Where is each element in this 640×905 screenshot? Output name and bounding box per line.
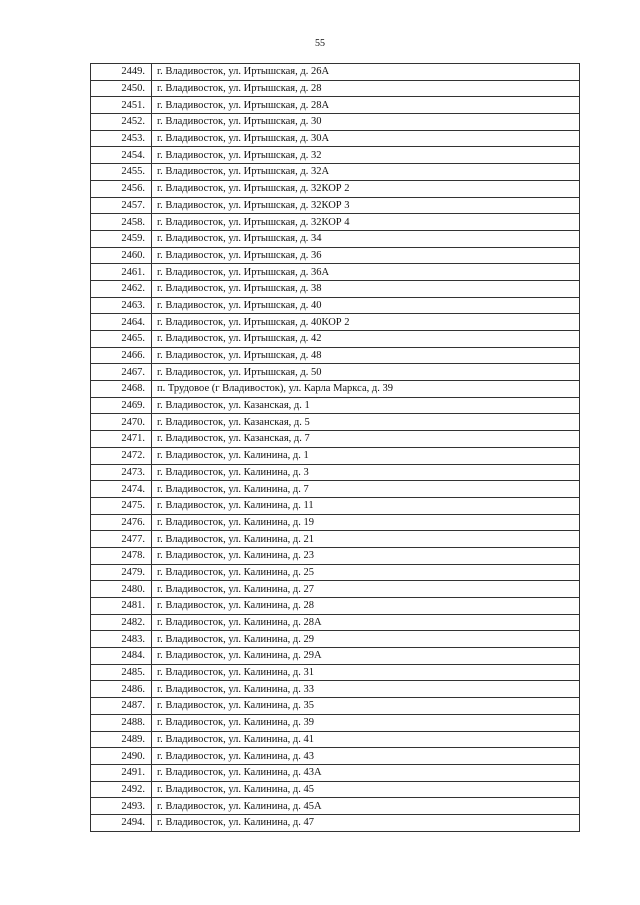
- address-table: [90, 63, 580, 832]
- row-number: 2476.: [91, 514, 152, 531]
- row-address: г. Владивосток, ул. Калинина, д. 3: [152, 464, 580, 481]
- row-address: г. Владивосток, ул. Иртышская, д. 38: [152, 280, 580, 297]
- table-row: [91, 698, 580, 715]
- row-address: г. Владивосток, ул. Иртышская, д. 32КОР 4: [152, 214, 580, 231]
- row-number: 2491.: [91, 764, 152, 781]
- table-row: [91, 431, 580, 448]
- table-row: [91, 247, 580, 264]
- row-number: 2458.: [91, 214, 152, 231]
- table-row: [91, 414, 580, 431]
- row-number: 2474.: [91, 481, 152, 498]
- table-row: [91, 180, 580, 197]
- row-address: г. Владивосток, ул. Калинина, д. 43А: [152, 764, 580, 781]
- table-row: [91, 614, 580, 631]
- row-number: 2468.: [91, 381, 152, 398]
- table-row: [91, 447, 580, 464]
- row-address: г. Владивосток, ул. Калинина, д. 41: [152, 731, 580, 748]
- row-address: г. Владивосток, ул. Иртышская, д. 26А: [152, 64, 580, 81]
- row-number: 2481.: [91, 598, 152, 615]
- row-number: 2489.: [91, 731, 152, 748]
- row-address: г. Владивосток, ул. Калинина, д. 39: [152, 714, 580, 731]
- row-address: г. Владивосток, ул. Иртышская, д. 40: [152, 297, 580, 314]
- row-number: 2470.: [91, 414, 152, 431]
- row-address: г. Владивосток, ул. Калинина, д. 19: [152, 514, 580, 531]
- row-address: г. Владивосток, ул. Калинина, д. 11: [152, 497, 580, 514]
- table-row: [91, 297, 580, 314]
- row-address: г. Владивосток, ул. Калинина, д. 28: [152, 598, 580, 615]
- row-address: г. Владивосток, ул. Калинина, д. 31: [152, 664, 580, 681]
- table-row: [91, 581, 580, 598]
- row-number: 2488.: [91, 714, 152, 731]
- table-row: [91, 681, 580, 698]
- row-number: 2485.: [91, 664, 152, 681]
- row-number: 2459.: [91, 230, 152, 247]
- page-number: 55: [315, 38, 325, 49]
- table-row: [91, 664, 580, 681]
- row-address: г. Владивосток, ул. Калинина, д. 45А: [152, 798, 580, 815]
- row-number: 2453.: [91, 130, 152, 147]
- table-row: [91, 147, 580, 164]
- table-row: [91, 314, 580, 331]
- row-number: 2456.: [91, 180, 152, 197]
- table-row: [91, 97, 580, 114]
- row-number: 2463.: [91, 297, 152, 314]
- table-row: [91, 164, 580, 181]
- row-number: 2490.: [91, 748, 152, 765]
- row-number: 2455.: [91, 164, 152, 181]
- row-address: г. Владивосток, ул. Калинина, д. 33: [152, 681, 580, 698]
- row-number: 2451.: [91, 97, 152, 114]
- table-row: [91, 347, 580, 364]
- row-number: 2457.: [91, 197, 152, 214]
- row-address: г. Владивосток, ул. Иртышская, д. 40КОР 2: [152, 314, 580, 331]
- row-address: г. Владивосток, ул. Калинина, д. 25: [152, 564, 580, 581]
- table-row: [91, 264, 580, 281]
- row-address: г. Владивосток, ул. Иртышская, д. 36: [152, 247, 580, 264]
- row-address: г. Владивосток, ул. Иртышская, д. 30: [152, 114, 580, 131]
- table-row: [91, 814, 580, 831]
- row-number: 2462.: [91, 280, 152, 297]
- row-address: г. Владивосток, ул. Казанская, д. 7: [152, 431, 580, 448]
- row-number: 2484.: [91, 648, 152, 665]
- table-row: [91, 748, 580, 765]
- table-row: [91, 197, 580, 214]
- row-address: г. Владивосток, ул. Иртышская, д. 48: [152, 347, 580, 364]
- row-number: 2493.: [91, 798, 152, 815]
- row-address: г. Владивосток, ул. Казанская, д. 1: [152, 397, 580, 414]
- table-row: [91, 781, 580, 798]
- row-number: 2487.: [91, 698, 152, 715]
- row-address: г. Владивосток, ул. Иртышская, д. 30А: [152, 130, 580, 147]
- row-number: 2472.: [91, 447, 152, 464]
- table-row: [91, 114, 580, 131]
- table-row: [91, 731, 580, 748]
- table-row: [91, 130, 580, 147]
- row-number: 2467.: [91, 364, 152, 381]
- row-address: г. Владивосток, ул. Калинина, д. 45: [152, 781, 580, 798]
- table-row: [91, 280, 580, 297]
- row-address: г. Владивосток, ул. Иртышская, д. 36А: [152, 264, 580, 281]
- row-address: г. Владивосток, ул. Иртышская, д. 28: [152, 80, 580, 97]
- row-address: г. Владивосток, ул. Калинина, д. 7: [152, 481, 580, 498]
- row-number: 2469.: [91, 397, 152, 414]
- row-address: г. Владивосток, ул. Калинина, д. 28А: [152, 614, 580, 631]
- row-address: г. Владивосток, ул. Иртышская, д. 34: [152, 230, 580, 247]
- table-row: [91, 331, 580, 348]
- row-address: г. Владивосток, ул. Калинина, д. 21: [152, 531, 580, 548]
- table-row: [91, 80, 580, 97]
- table-row: [91, 497, 580, 514]
- row-number: 2465.: [91, 331, 152, 348]
- row-number: 2454.: [91, 147, 152, 164]
- row-number: 2479.: [91, 564, 152, 581]
- row-address: г. Владивосток, ул. Калинина, д. 1: [152, 447, 580, 464]
- table-row: [91, 798, 580, 815]
- row-address: г. Владивосток, ул. Калинина, д. 27: [152, 581, 580, 598]
- row-address: г. Владивосток, ул. Иртышская, д. 42: [152, 331, 580, 348]
- row-number: 2450.: [91, 80, 152, 97]
- table-row: [91, 564, 580, 581]
- row-address: г. Владивосток, ул. Иртышская, д. 28А: [152, 97, 580, 114]
- row-number: 2475.: [91, 497, 152, 514]
- row-number: 2477.: [91, 531, 152, 548]
- row-number: 2494.: [91, 814, 152, 831]
- row-address: г. Владивосток, ул. Казанская, д. 5: [152, 414, 580, 431]
- row-address: г. Владивосток, ул. Калинина, д. 29: [152, 631, 580, 648]
- row-number: 2471.: [91, 431, 152, 448]
- table-row: [91, 648, 580, 665]
- row-address: г. Владивосток, ул. Калинина, д. 43: [152, 748, 580, 765]
- row-number: 2483.: [91, 631, 152, 648]
- row-address: г. Владивосток, ул. Иртышская, д. 32: [152, 147, 580, 164]
- row-number: 2478.: [91, 547, 152, 564]
- row-address: г. Владивосток, ул. Иртышская, д. 32А: [152, 164, 580, 181]
- row-address: г. Владивосток, ул. Иртышская, д. 32КОР 3: [152, 197, 580, 214]
- address-table-body: [91, 64, 580, 832]
- row-number: 2482.: [91, 614, 152, 631]
- table-row: [91, 598, 580, 615]
- table-row: [91, 764, 580, 781]
- row-address: г. Владивосток, ул. Калинина, д. 35: [152, 698, 580, 715]
- row-address: г. Владивосток, ул. Калинина, д. 47: [152, 814, 580, 831]
- table-row: [91, 397, 580, 414]
- row-number: 2492.: [91, 781, 152, 798]
- row-number: 2466.: [91, 347, 152, 364]
- table-row: [91, 381, 580, 398]
- table-row: [91, 481, 580, 498]
- table-row: [91, 64, 580, 81]
- row-number: 2452.: [91, 114, 152, 131]
- table-row: [91, 230, 580, 247]
- table-row: [91, 547, 580, 564]
- row-address: г. Владивосток, ул. Калинина, д. 23: [152, 547, 580, 564]
- row-address: г. Владивосток, ул. Калинина, д. 29А: [152, 648, 580, 665]
- row-address: г. Владивосток, ул. Иртышская, д. 32КОР 2: [152, 180, 580, 197]
- row-address: п. Трудовое (г Владивосток), ул. Карла Маркса, д. 39: [152, 381, 580, 398]
- table-row: [91, 364, 580, 381]
- table-row: [91, 714, 580, 731]
- row-number: 2473.: [91, 464, 152, 481]
- table-row: [91, 464, 580, 481]
- row-number: 2449.: [91, 64, 152, 81]
- row-number: 2464.: [91, 314, 152, 331]
- table-row: [91, 531, 580, 548]
- row-address: г. Владивосток, ул. Иртышская, д. 50: [152, 364, 580, 381]
- row-number: 2480.: [91, 581, 152, 598]
- table-row: [91, 631, 580, 648]
- row-number: 2461.: [91, 264, 152, 281]
- table-row: [91, 214, 580, 231]
- row-number: 2460.: [91, 247, 152, 264]
- row-number: 2486.: [91, 681, 152, 698]
- table-row: [91, 514, 580, 531]
